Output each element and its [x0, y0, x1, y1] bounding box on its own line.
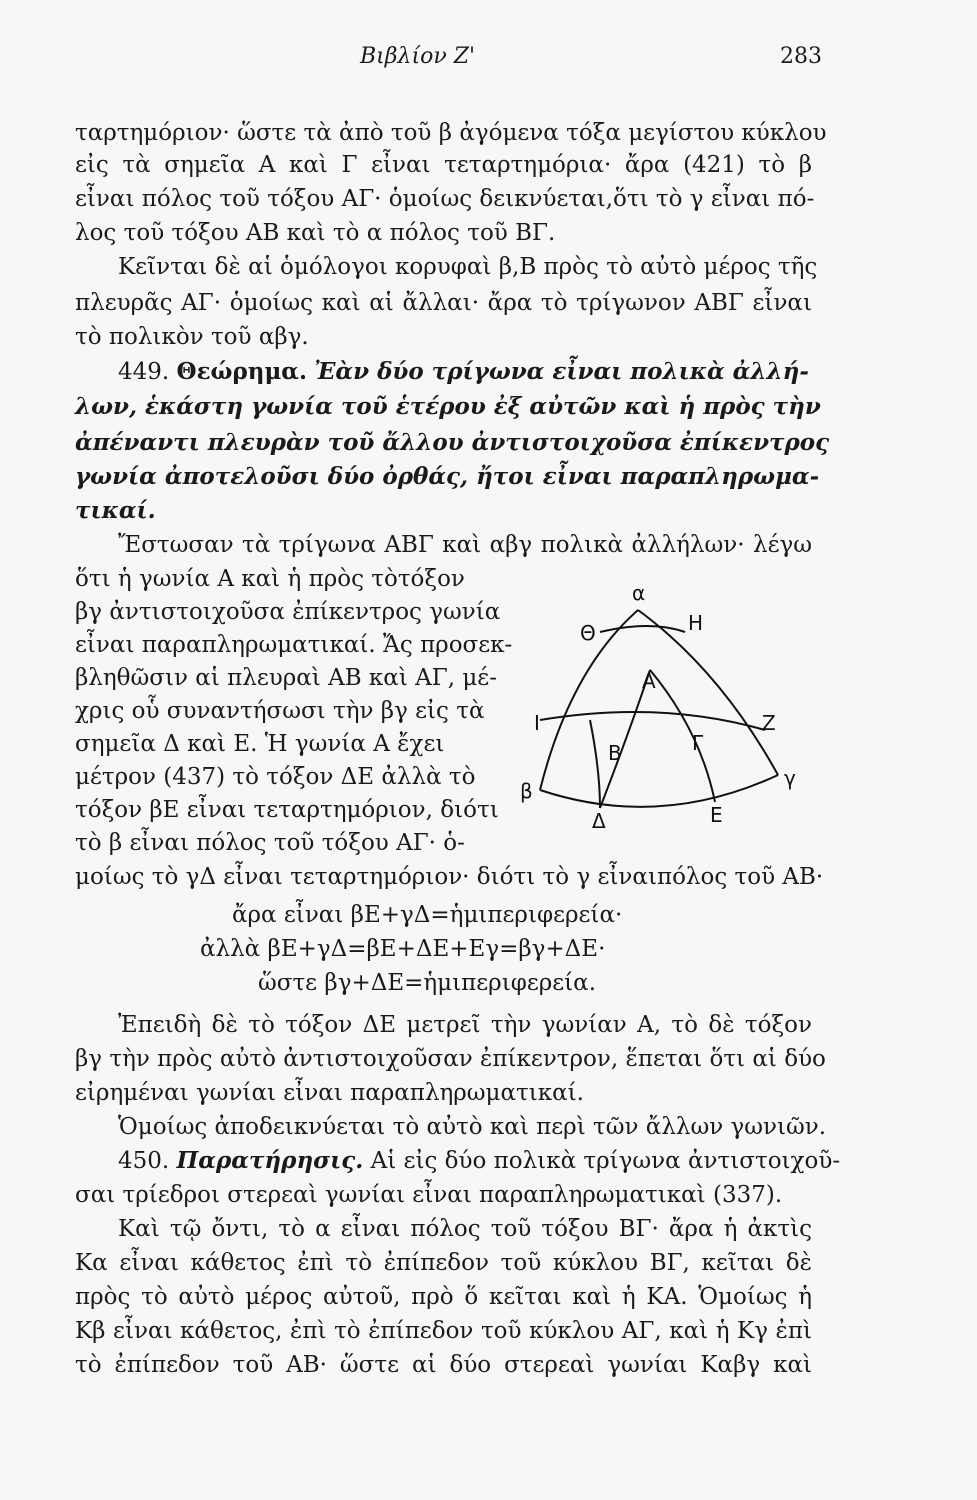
label-I: Ι — [534, 711, 540, 735]
arc-ae — [650, 670, 715, 802]
proof-line: τόξον βΕ εἶναι τεταρτημόριον, διότι — [75, 797, 499, 823]
label-H: Η — [688, 611, 704, 635]
equation-line: ἀλλὰ βΕ+γΔ=βΕ+ΔΕ+Εγ=βγ+ΔΕ· — [200, 936, 606, 962]
theorem-line: τικαί. — [75, 497, 156, 524]
proof-line: μοίως τὸ γΔ εἶναι τεταρτημόριον· διότι τὸ γ εἶναιπόλος τοῦ ΑΒ· — [75, 864, 824, 890]
theorem-number: 449. — [118, 359, 170, 385]
text-line: βγ τὴν πρὸς αὐτὸ ἀντιστοιχοῦσαν ἐπίκεντρον, ἕπεται ὅτι αἱ δύο — [75, 1046, 826, 1072]
label-B: Β — [608, 741, 622, 765]
proof-line: σημεῖα Δ καὶ Ε. Ἡ γωνία Α ἔχει — [75, 731, 445, 757]
label-E: Ε — [710, 803, 723, 827]
label-A: Α — [642, 669, 656, 693]
arc-beta-gamma — [540, 775, 778, 807]
text-line: εἰρημέναι γωνίαι εἶναι παραπληρωματικαί. — [75, 1080, 584, 1106]
arc-bd — [590, 720, 600, 808]
remark-text: Αἱ εἰς δύο πολικὰ τρίγωνα ἀντιστοιχοῦ- — [370, 1148, 841, 1174]
proof-line: εἶναι παραπληρωματικαί. Ἄς προσεκ- — [75, 632, 513, 658]
theorem-line: ἀπέναντι πλευρὰν τοῦ ἄλλου ἀντιστοιχοῦσα ἐπίκεντρος — [75, 429, 830, 456]
text-line: πλευρᾶς ΑΓ· ὁμοίως καὶ αἱ ἄλλαι· ἄρα τὸ τρίγωνον ΑΒΓ εἶναι — [75, 290, 812, 316]
theorem-heading — [118, 357, 812, 387]
page-header — [60, 44, 822, 78]
remark-heading — [118, 1146, 841, 1176]
proof-line: βληθῶσιν αἱ πλευραὶ ΑΒ καὶ ΑΓ, μέ- — [75, 665, 497, 691]
remark-number: 450. — [118, 1148, 170, 1174]
polar-triangles-figure — [510, 580, 810, 840]
label-beta: β — [520, 779, 533, 803]
theorem-statement-start: Ἐὰν δύο τρίγωνα εἶναι πολικὰ ἀλλή- — [314, 358, 809, 385]
proof-line: βγ ἀντιστοιχοῦσα ἐπίκεντρος γωνία — [75, 599, 501, 625]
remark-label: Παρατήρησις. — [176, 1147, 364, 1174]
label-Z: Ζ — [762, 711, 776, 735]
text-line: λος τοῦ τόξου ΑΒ καὶ τὸ α πόλος τοῦ ΒΓ. — [75, 220, 556, 246]
theorem-line: λων, ἑκάστη γωνία τοῦ ἑτέρου ἐξ αὐτῶν καὶ ἡ πρὸς τὴν — [75, 393, 821, 420]
label-theta: Θ — [580, 621, 596, 645]
theorem-label: Θεώρημα. — [176, 358, 308, 385]
text-line: Ἐπειδὴ δὲ τὸ τόξον ΔΕ μετρεῖ τὴν γωνίαν Α, τὸ δὲ τόξον — [118, 1012, 812, 1038]
arc-theta-h — [600, 626, 685, 632]
equation-line: ὥστε βγ+ΔΕ=ἡμιπεριφερεία. — [258, 970, 597, 996]
text-line: Καὶ τῷ ὄντι, τὸ α εἶναι πόλος τοῦ τόξου ΒΓ· ἄρα ἡ ἀκτὶς — [118, 1216, 812, 1242]
text-line: τὸ ἐπίπεδον τοῦ ΑΒ· ὥστε αἱ δύο στερεαὶ γωνίαι Καβγ καὶ — [75, 1352, 812, 1378]
label-Gamma: Γ — [692, 731, 704, 755]
proof-line: χρις οὗ συναντήσωσι τὴν βγ εἰς τὰ — [75, 698, 485, 724]
text-line: τὸ πολικὸν τοῦ αβγ. — [75, 324, 309, 350]
text-line: εἰς τὰ σημεῖα Α καὶ Γ εἶναι τεταρτημόρια· ἄρα (421) τὸ β — [75, 152, 812, 178]
text-line: ταρτημόριον· ὥστε τὰ ἀπὸ τοῦ β ἀγόμενα τόξα μεγίστου κύκλου — [75, 120, 827, 146]
text-line: Κα εἶναι κάθετος ἐπὶ τὸ ἐπίπεδον τοῦ κύκλου ΒΓ, κεῖται δὲ — [75, 1250, 812, 1276]
page-number: 283 — [780, 44, 822, 69]
proof-line: ὅτι ἡ γωνία Α καὶ ἡ πρὸς τὸτόξον — [75, 566, 465, 592]
proof-line: τὸ β εἶναι πόλος τοῦ τόξου ΑΓ· ὁ- — [75, 830, 465, 856]
text-line: σαι τρίεδροι στερεαὶ γωνίαι εἶναι παραπληρωματικαὶ (337). — [75, 1182, 783, 1208]
proof-line: Ἔστωσαν τὰ τρίγωνα ΑΒΓ καὶ αβγ πολικὰ ἀλλήλων· λέγω — [118, 532, 812, 558]
text-line: εἶναι πόλος τοῦ τόξου ΑΓ· ὁμοίως δεικνύεται,ὅτι τὸ γ εἶναι πό- — [75, 186, 815, 212]
equation-line: ἄρα εἶναι βΕ+γΔ=ἡμιπεριφερεία· — [232, 902, 623, 928]
proof-line: μέτρον (437) τὸ τόξον ΔΕ ἀλλὰ τὸ — [75, 764, 476, 790]
text-line: Κβ εἶναι κάθετος, ἐπὶ τὸ ἐπίπεδον τοῦ κύκλου ΑΓ, καὶ ἡ Κγ ἐπὶ — [75, 1318, 812, 1344]
label-gamma: γ — [784, 766, 796, 790]
text-line: πρὸς τὸ αὐτὸ μέρος αὐτοῦ, πρὸ ὅ κεῖται καὶ ἡ ΚΑ. Ὁμοίως ἡ — [75, 1284, 812, 1310]
theorem-line: γωνία ἀποτελοῦσι δύο ὀρθάς, ἤτοι εἶναι παραπληρωμα- — [75, 463, 820, 490]
arc-iz — [540, 712, 765, 730]
label-alpha: α — [632, 581, 646, 605]
text-line: Κεῖνται δὲ αἱ ὁμόλογοι κορυφαὶ β,Β πρὸς τὸ αὐτὸ μέρος τῆς — [118, 254, 818, 280]
text-line: Ὁμοίως ἀποδεικνύεται τὸ αὐτὸ καὶ περὶ τῶν ἄλλων γωνιῶν. — [118, 1114, 827, 1140]
label-Delta: Δ — [592, 809, 606, 833]
running-title: Βιβλίον Ζ' — [360, 44, 476, 69]
arc-alpha-gamma — [638, 610, 778, 775]
